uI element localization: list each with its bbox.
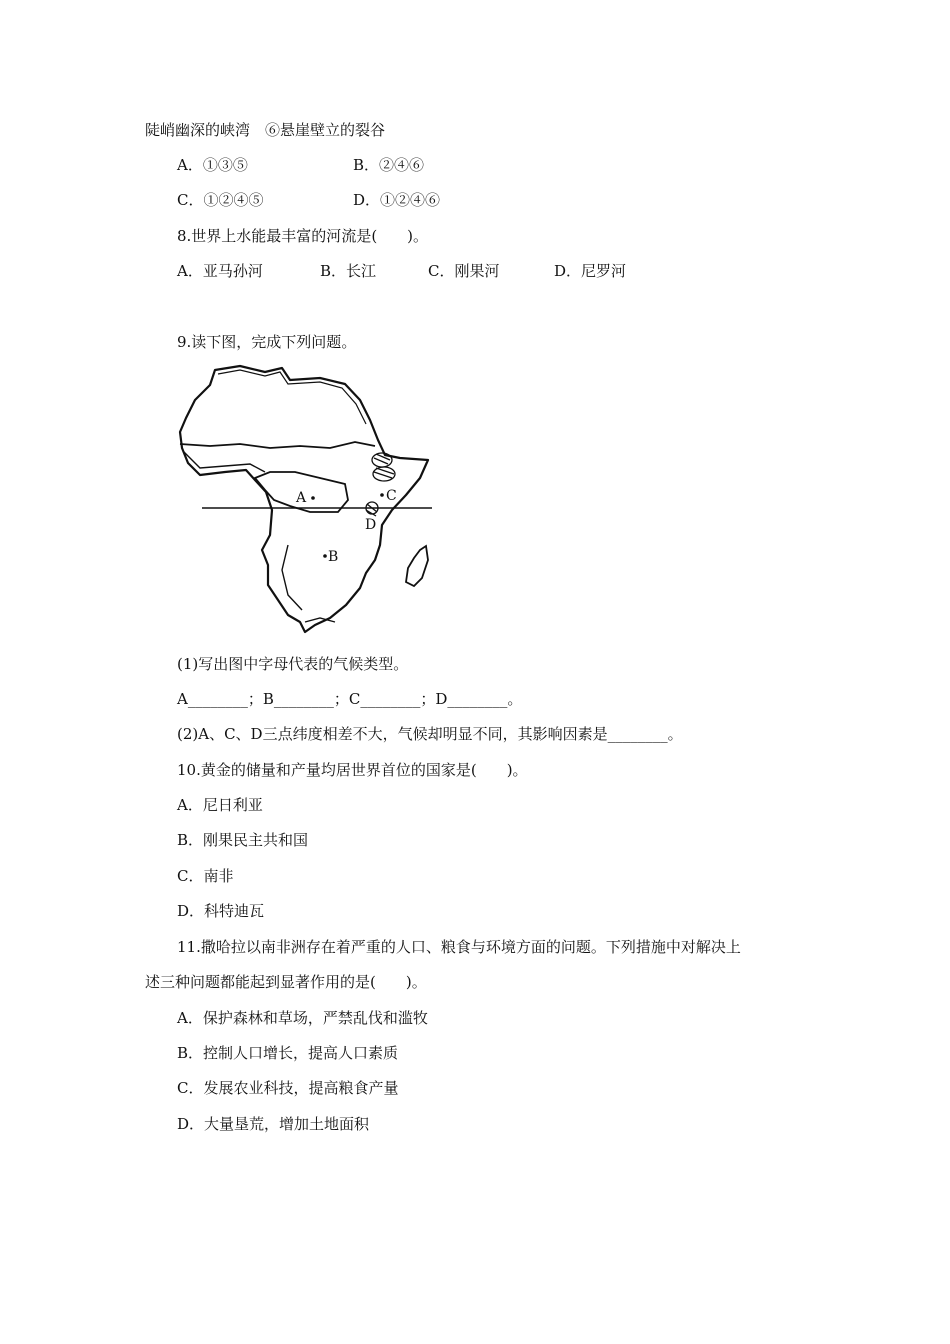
africa-map: [170, 360, 445, 640]
map-label-c: C: [386, 488, 397, 504]
q7-option-c[interactable]: C．①②④⑤: [177, 191, 264, 209]
q7-option-b[interactable]: B．②④⑥: [353, 156, 425, 174]
q10-stem: 10.黄金的储量和产量均居世界首位的国家是( )。: [177, 761, 528, 779]
q11-option-d[interactable]: D．大量垦荒，增加土地面积: [177, 1115, 370, 1133]
q8-option-c[interactable]: C．刚果河: [428, 262, 500, 280]
q10-option-c[interactable]: C．南非: [177, 867, 234, 885]
ethiopian-highland-hatch: [372, 453, 395, 481]
q11-stem-line1: 11.撒哈拉以南非洲存在着严重的人口、粮食与环境方面的问题。下列措施中对解决上: [177, 938, 741, 956]
q8-stem: 8.世界上水能最丰富的河流是( )。: [177, 227, 429, 245]
point-c-dot: [380, 493, 384, 497]
q10-option-a[interactable]: A．尼日利亚: [177, 796, 263, 814]
q9-sub1-blanks[interactable]: A________；B________；C________；D________。: [177, 690, 523, 708]
q11-stem-line2: 述三种问题都能起到显著作用的是( )。: [145, 973, 427, 991]
point-a-dot: [311, 496, 315, 500]
map-label-b: B: [328, 549, 339, 565]
sahara-boundary: [180, 442, 375, 448]
madagascar-outline: [406, 546, 428, 586]
q9-sub2[interactable]: (2)A、C、D三点纬度相差不大，气候却明显不同，其影响因素是________。: [177, 725, 683, 743]
q7-option-a[interactable]: A．①③⑤: [177, 156, 248, 174]
lake-victoria-hatch: [366, 502, 378, 516]
map-label-a: A: [296, 490, 307, 506]
q11-option-b[interactable]: B．控制人口增长，提高人口素质: [177, 1044, 399, 1062]
map-label-d: D: [365, 517, 377, 533]
q9-sub1: (1)写出图中字母代表的气候类型。: [177, 655, 409, 673]
q11-option-a[interactable]: A．保护森林和草场，严禁乱伐和滥牧: [177, 1009, 428, 1027]
q10-option-b[interactable]: B．刚果民主共和国: [177, 831, 309, 849]
q8-option-d[interactable]: D．尼罗河: [554, 262, 627, 280]
q8-option-a[interactable]: A．亚马孙河: [177, 262, 263, 280]
q8-option-b[interactable]: B．长江: [320, 262, 377, 280]
q9-stem: 9.读下图，完成下列问题。: [177, 333, 357, 351]
point-b-dot: [323, 554, 327, 558]
q7-continuation: 陡峭幽深的峡湾 ⑥悬崖壁立的裂谷: [145, 121, 386, 139]
q11-option-c[interactable]: C．发展农业科技，提高粮食产量: [177, 1079, 399, 1097]
q10-option-d[interactable]: D．科特迪瓦: [177, 902, 265, 920]
q7-option-d[interactable]: D．①②④⑥: [353, 191, 441, 209]
